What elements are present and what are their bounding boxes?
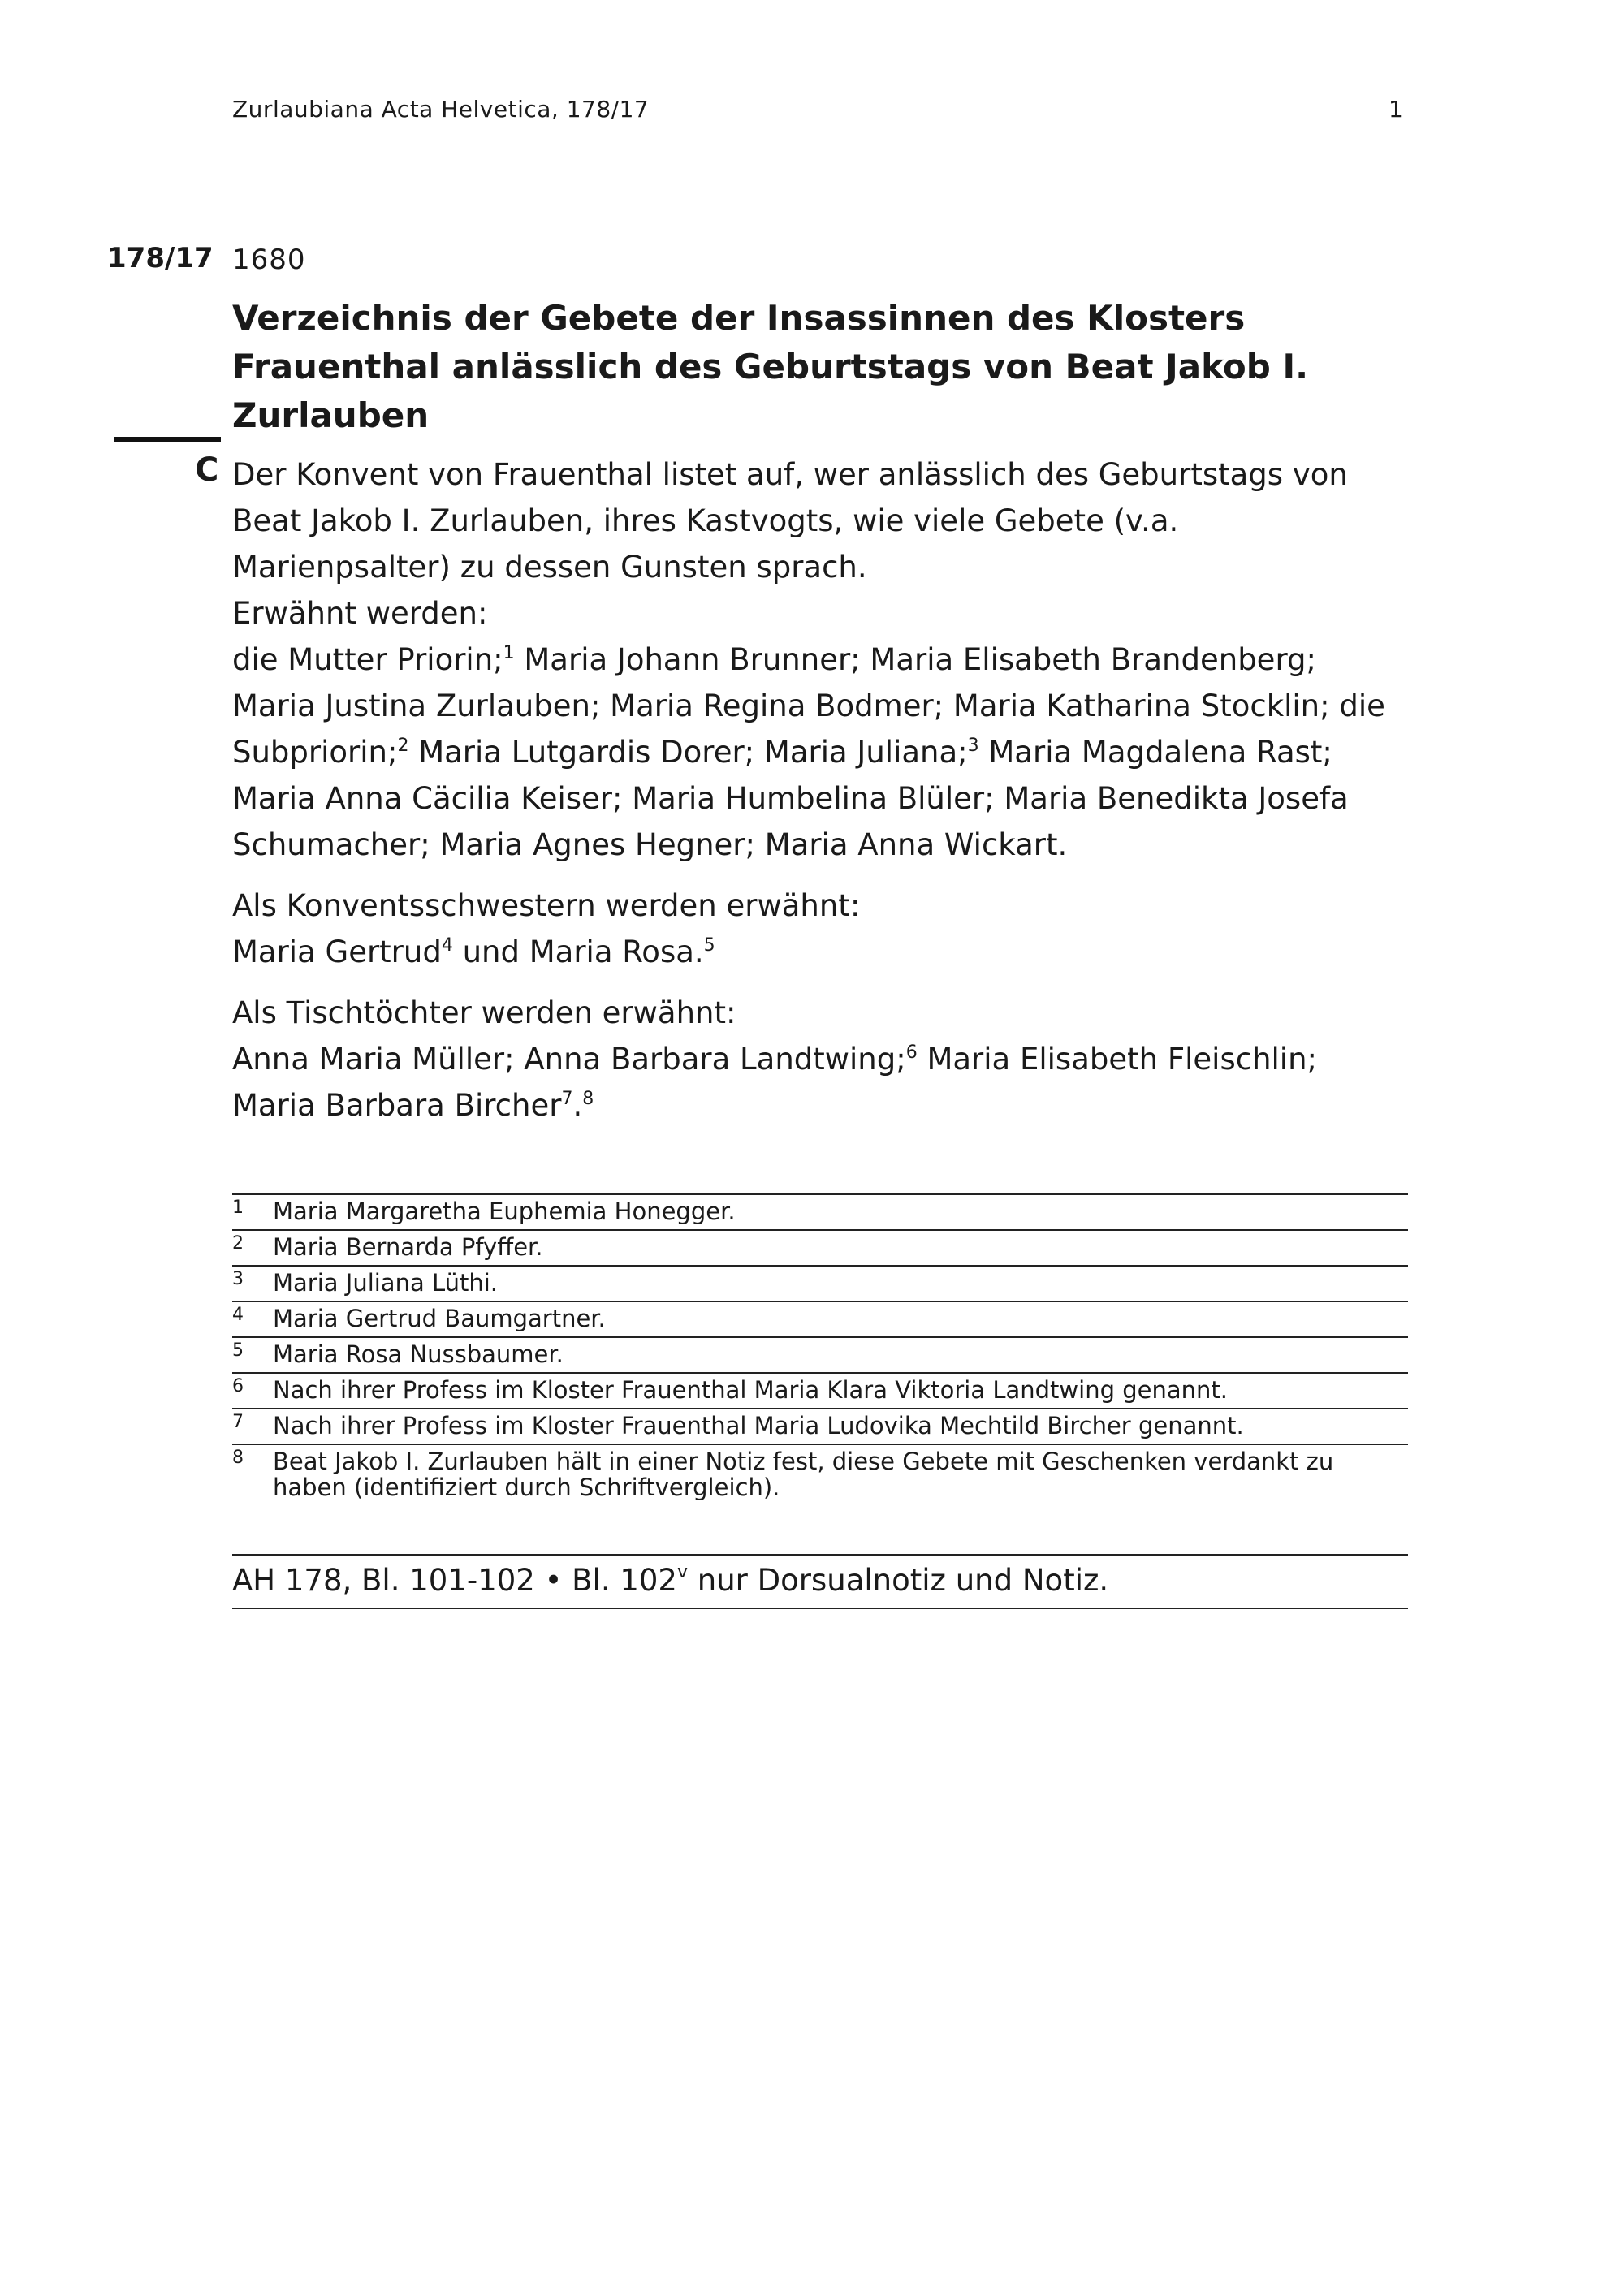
sisters-paragraph: Als Konventsschwestern werden erwähnt: Maria Gertrud$^4$ und Maria Rosa.$^5$ bbox=[232, 888, 861, 969]
footnote-text: Maria Bernarda Pfyffer. bbox=[273, 1230, 1408, 1266]
footnote-text: Maria Juliana Lüthi. bbox=[273, 1266, 1408, 1301]
footnote-row bbox=[232, 1230, 1408, 1266]
footnote-number: 6 bbox=[232, 1373, 273, 1409]
footnote-number: 2 bbox=[232, 1230, 273, 1266]
verso-mark: v bbox=[676, 1562, 689, 1582]
footnote-text: Nach ihrer Profess im Kloster Frauenthal Maria Ludovika Mechtild Bircher genannt. bbox=[273, 1409, 1408, 1444]
footnote-ref[interactable]: 3 bbox=[967, 736, 979, 756]
document-date: 1680 bbox=[232, 244, 306, 276]
footnote-row bbox=[232, 1373, 1408, 1409]
footnote-ref[interactable]: 8 bbox=[582, 1089, 594, 1109]
regest-body bbox=[232, 451, 1402, 1143]
footnotes-table bbox=[232, 1193, 1408, 1505]
footnote-number: 8 bbox=[232, 1444, 273, 1505]
footnote-ref[interactable]: 7 bbox=[561, 1089, 573, 1109]
footnote-row bbox=[232, 1266, 1408, 1301]
footnote-ref[interactable]: 2 bbox=[397, 736, 409, 756]
running-header: Zurlaubiana Acta Helvetica, 178/17 bbox=[232, 96, 650, 123]
source-reference: AH 178, Bl. 101-102 • Bl. 102$^v$ nur Dorsualnotiz und Notiz. bbox=[232, 1554, 1408, 1609]
footnote-number: 4 bbox=[232, 1301, 273, 1337]
mentioned-heading: Erwähnt werden: bbox=[232, 596, 488, 631]
footnote-ref[interactable]: 6 bbox=[905, 1042, 918, 1063]
footnote-row bbox=[232, 1409, 1408, 1444]
footnote-number: 7 bbox=[232, 1409, 273, 1444]
footnote-text: Maria Margaretha Euphemia Honegger. bbox=[273, 1194, 1408, 1230]
boarders-paragraph: Als Tischtöchter werden erwähnt: Anna Maria Müller; Anna Barbara Landtwing;$^6$ Maria Elisabeth Fleischlin; Maria Barbara Bircher$^7$.$^8$ bbox=[232, 995, 1317, 1123]
footnote-row bbox=[232, 1194, 1408, 1230]
footnote-row bbox=[232, 1337, 1408, 1373]
footnote-number: 3 bbox=[232, 1266, 273, 1301]
sisters-heading: Als Konventsschwestern werden erwähnt: bbox=[232, 888, 861, 923]
footnote-ref[interactable]: 5 bbox=[703, 935, 715, 956]
footnote-row bbox=[232, 1444, 1408, 1505]
footnote-ref[interactable]: 4 bbox=[441, 935, 453, 956]
footnote-row bbox=[232, 1301, 1408, 1337]
boarders-heading: Als Tischtöchter werden erwähnt: bbox=[232, 995, 736, 1030]
footnote-text: Nach ihrer Profess im Kloster Frauenthal Maria Klara Viktoria Landtwing genannt. bbox=[273, 1373, 1408, 1409]
regest-marker: C bbox=[195, 451, 219, 489]
document-number: 178/17 bbox=[107, 242, 214, 274]
footnote-text: Maria Gertrud Baumgartner. bbox=[273, 1301, 1408, 1337]
page-number: 1 bbox=[1389, 96, 1403, 123]
footnote-number: 5 bbox=[232, 1337, 273, 1373]
footnote-text: Beat Jakob I. Zurlauben hält in einer Notiz fest, diese Gebete mit Geschenken verdankt zu haben (identifiziert durch Schriftvergleich). bbox=[273, 1444, 1408, 1505]
regest-intro: Der Konvent von Frauenthal listet auf, wer anlässlich des Geburtstags von Beat Jakob I. Zurlauben, ihres Kastvogts, wie viele Gebete (v.a. Marienpsalter) zu dessen Gunsten sprach. Erwähnt werden: die Mutter Priorin;$^1$ Maria Johann Brunner; Maria Elisabeth Brandenberg; Maria Justina Zurlauben; Maria Regina Bodmer; Maria Katharina Stocklin; die Subpriorin;$^2$ Maria Lutgardis Dorer; Maria Juliana;$^3$ Maria Magdalena Rast; Maria Anna Cäcilia Keiser; Maria Humbelina Blüler; Maria Benedikta Josefa Schumacher; Maria Agnes Hegner; Maria Anna Wickart. bbox=[232, 457, 1385, 862]
footnote-number: 1 bbox=[232, 1194, 273, 1230]
section-rule bbox=[114, 437, 221, 442]
document-title: Verzeichnis der Gebete der Insassinnen des Klosters Frauenthal anlässlich des Geburtstags von Beat Jakob I. Zurlauben bbox=[232, 298, 1309, 435]
footnote-text: Maria Rosa Nussbaumer. bbox=[273, 1337, 1408, 1373]
footnote-ref[interactable]: 1 bbox=[503, 643, 515, 663]
